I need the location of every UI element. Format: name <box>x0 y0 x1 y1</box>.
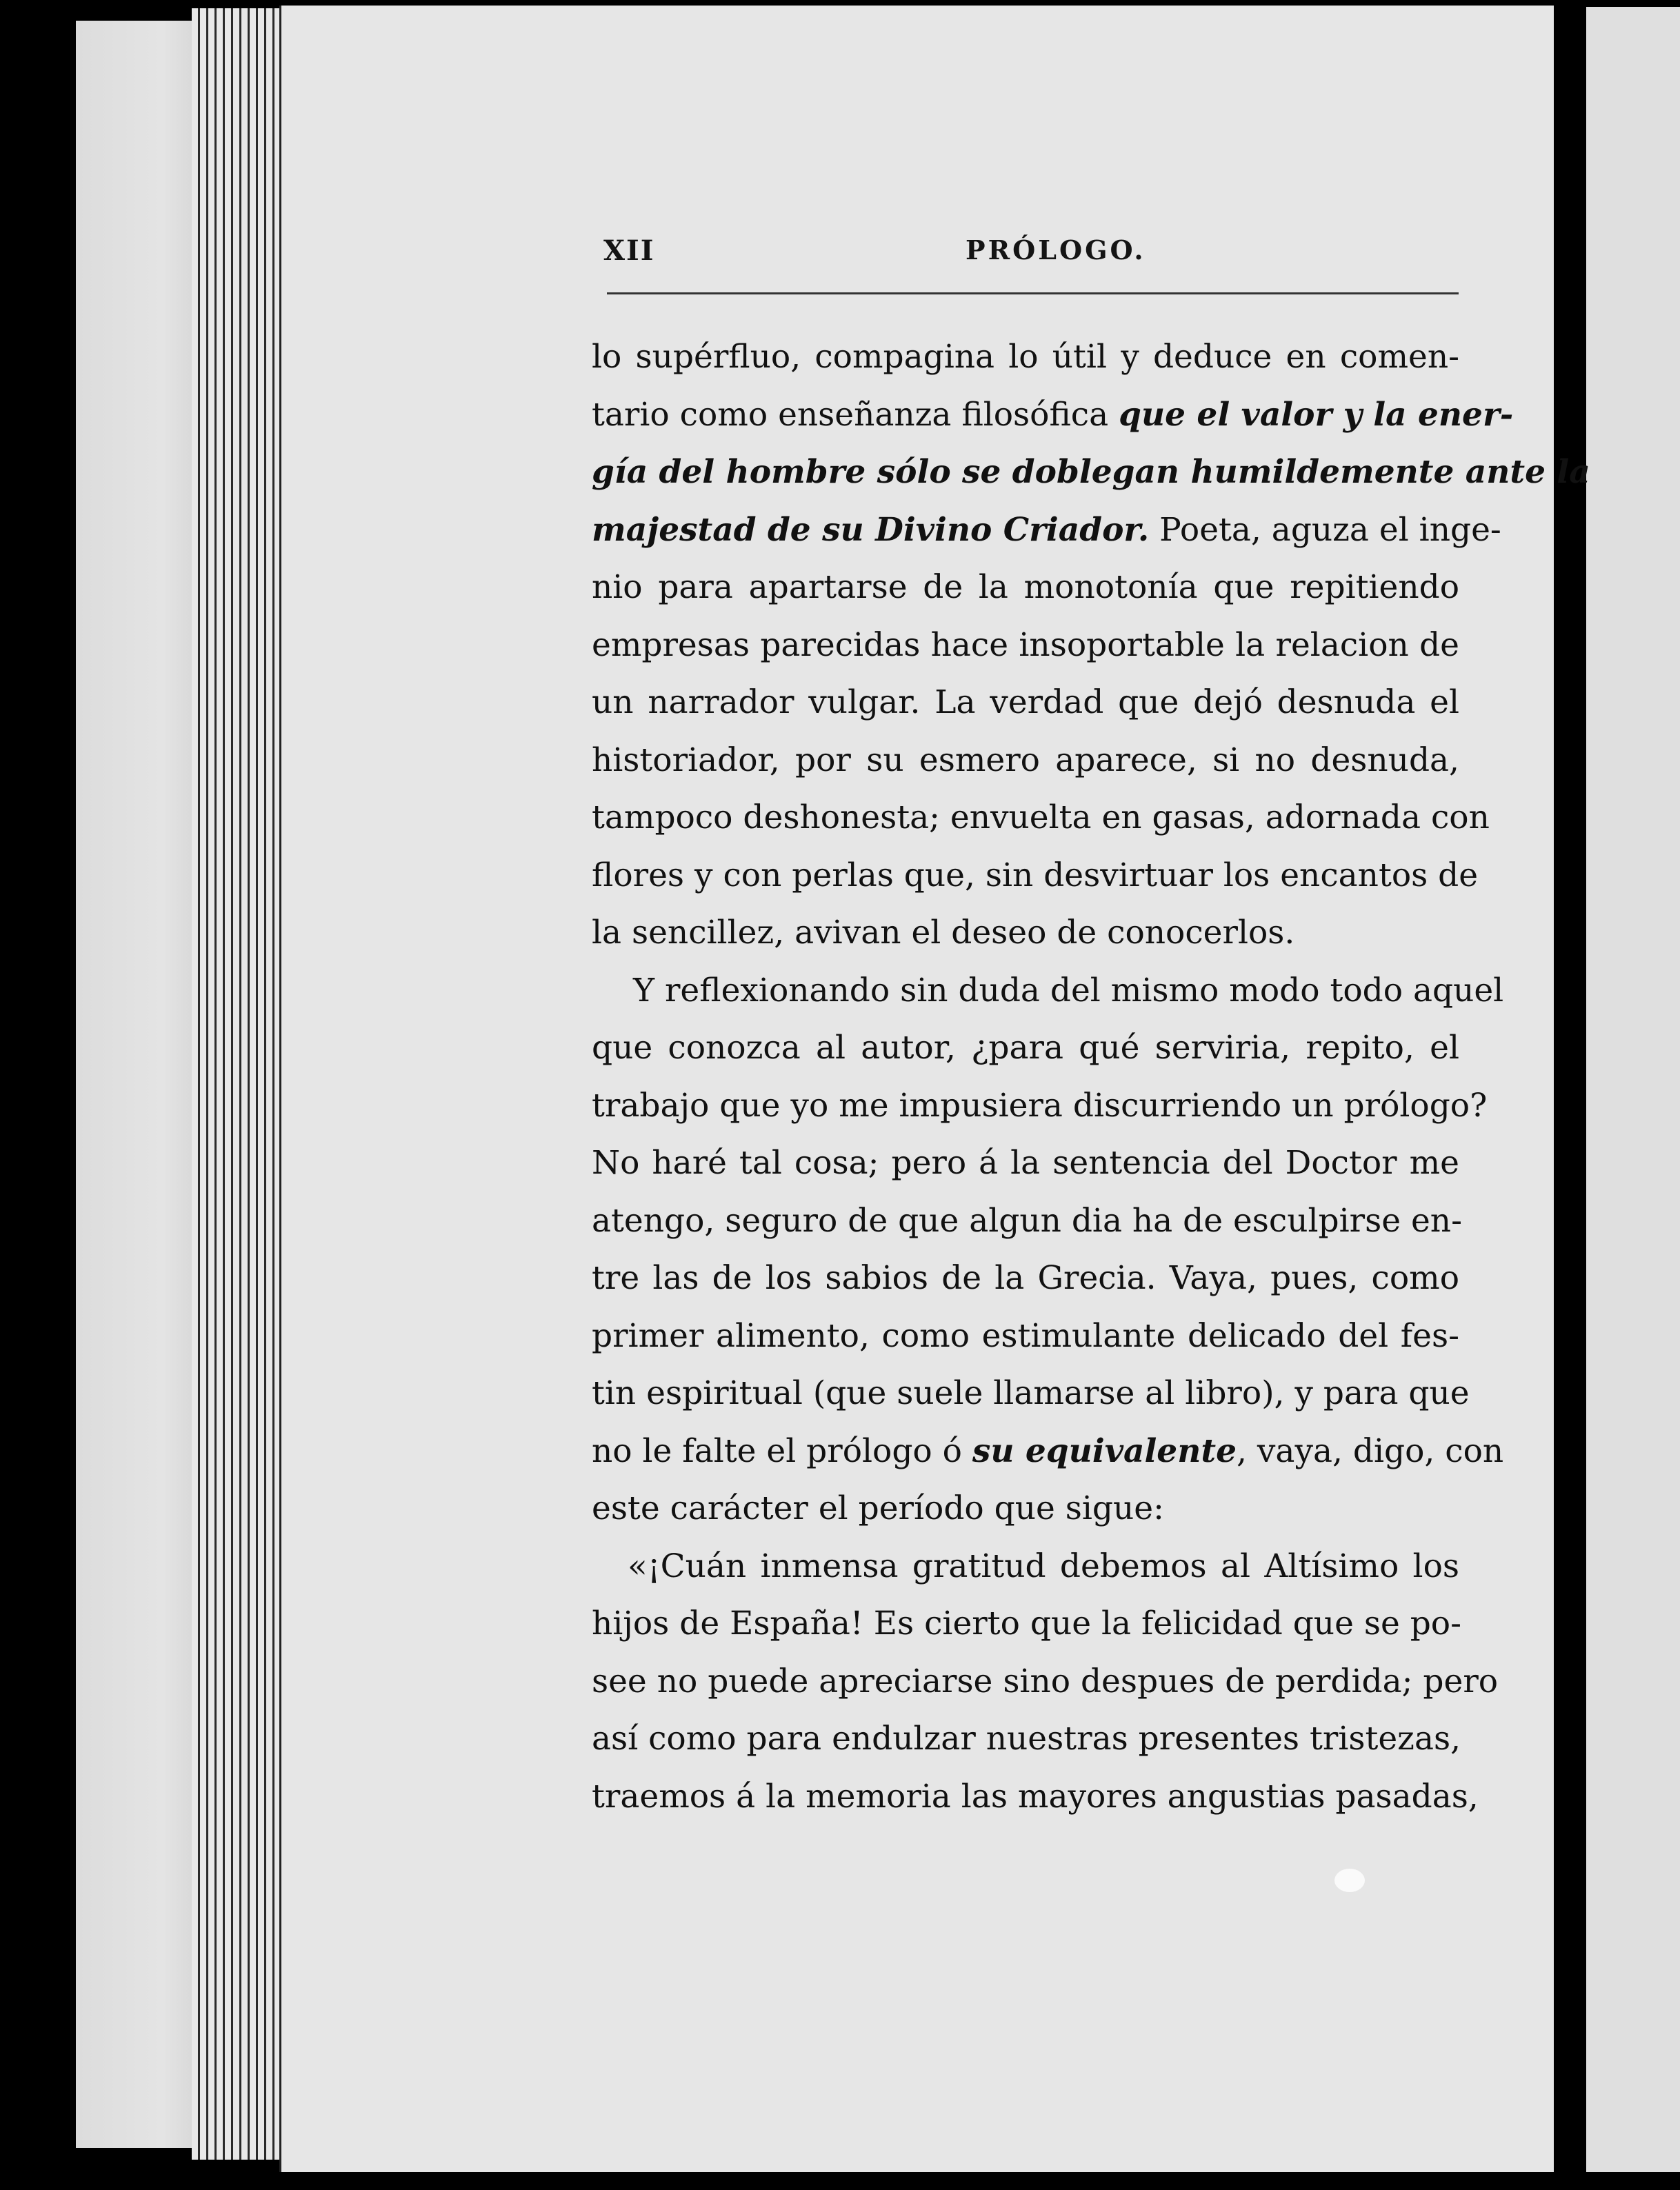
text-line <box>592 1480 1459 1538</box>
text-line <box>592 962 1504 1020</box>
text-line <box>592 328 1459 386</box>
text-line <box>592 1249 1459 1307</box>
gutter-shadow <box>1554 0 1586 2190</box>
text-segment: atengo, seguro de que algun dia ha de esculpirse en- <box>592 1201 1462 1240</box>
text-line <box>592 1134 1459 1192</box>
text-segment: un narrador vulgar. La verdad que dejó desnuda el <box>592 683 1459 721</box>
text-line <box>592 559 1459 616</box>
text-segment: hijos de España! Es cierto que la felicidad que se po- <box>592 1605 1461 1642</box>
text-segment: este carácter el período que sigue: <box>592 1489 1164 1527</box>
text-line <box>592 847 1479 905</box>
italic-segment: majestad de su Divino Criador. <box>592 510 1150 549</box>
text-segment: trabajo que yo me impusiera discurriendo un prólogo? <box>592 1086 1488 1125</box>
text-line <box>592 1019 1459 1077</box>
page-header <box>603 234 1459 276</box>
text-line <box>592 386 1514 444</box>
text-segment: historiador, por su esmero aparece, si no desnuda, <box>592 741 1459 779</box>
text-line <box>592 1710 1459 1768</box>
text-segment: Poeta, aguza el inge- <box>1149 510 1501 549</box>
italic-segment: su equivalente <box>972 1431 1237 1470</box>
text-line <box>592 1365 1470 1423</box>
text-line <box>592 732 1459 790</box>
text-line <box>592 1538 1459 1596</box>
text-line <box>592 443 1590 501</box>
text-segment: nio para apartarse de la monotonía que repitiendo <box>592 568 1459 606</box>
text-line <box>592 501 1501 559</box>
text-line <box>592 1307 1459 1365</box>
folio-number: XII <box>603 234 655 267</box>
text-segment: flores y con perlas que, sin desvirtuar los encantos de <box>592 856 1479 894</box>
text-segment: lo supérfluo, compagina lo útil y deduce en comen- <box>592 338 1459 376</box>
text-segment: No haré tal cosa; pero á la sentencia del Doctor me <box>592 1144 1459 1182</box>
stacked-page-edges <box>192 8 281 2160</box>
text-line <box>592 1653 1499 1711</box>
text-segment: tre las de los sabios de la Grecia. Vaya, pues, como <box>592 1259 1459 1297</box>
text-segment: tario como enseñanza filosófica <box>592 395 1119 434</box>
italic-segment: que el valor y la ener- <box>1119 395 1514 434</box>
text-line <box>592 1077 1488 1135</box>
text-line <box>592 1595 1459 1653</box>
text-segment: see no puede apreciarse sino despues de perdida; pero <box>592 1662 1499 1700</box>
paper-speck <box>1334 1869 1365 1892</box>
text-segment: no le falte el prólogo ó <box>592 1431 972 1470</box>
header-rule <box>607 292 1459 294</box>
text-line <box>592 616 1459 674</box>
running-title: PRÓLOGO. <box>966 234 1146 265</box>
text-segment: traemos á la memoria las mayores angustias pasadas, <box>592 1777 1479 1816</box>
text-line <box>592 904 1459 962</box>
body-text <box>592 328 1590 1825</box>
text-line <box>592 674 1459 732</box>
text-segment: que conozca al autor, ¿para qué serviria, repito, el <box>592 1029 1459 1067</box>
text-segment: primer alimento, como estimulante delicado del fes- <box>592 1316 1459 1355</box>
next-page-strip <box>1586 7 1680 2172</box>
text-segment: empresas parecidas hace insoportable la relacion de <box>592 625 1459 664</box>
text-line <box>592 789 1490 847</box>
text-line <box>592 1192 1462 1250</box>
text-segment: tampoco deshonesta; envuelta en gasas, adornada con <box>592 798 1490 836</box>
text-segment: , vaya, digo, con <box>1237 1431 1504 1470</box>
text-line <box>592 1768 1479 1826</box>
text-segment: Y reflexionando sin duda del mismo modo todo aquel <box>633 971 1504 1009</box>
italic-segment: gía del hombre sólo se doblegan humildemente ante la <box>592 453 1590 491</box>
text-line <box>592 1423 1504 1480</box>
text-segment: tin espiritual (que suele llamarse al libro), y para que <box>592 1374 1470 1412</box>
text-segment: la sencillez, avivan el deseo de conocerlos. <box>592 914 1295 952</box>
text-segment: «¡Cuán inmensa gratitud debemos al Altísimo los <box>628 1547 1459 1585</box>
text-segment: así como para endulzar nuestras presentes tristezas, <box>592 1720 1461 1758</box>
